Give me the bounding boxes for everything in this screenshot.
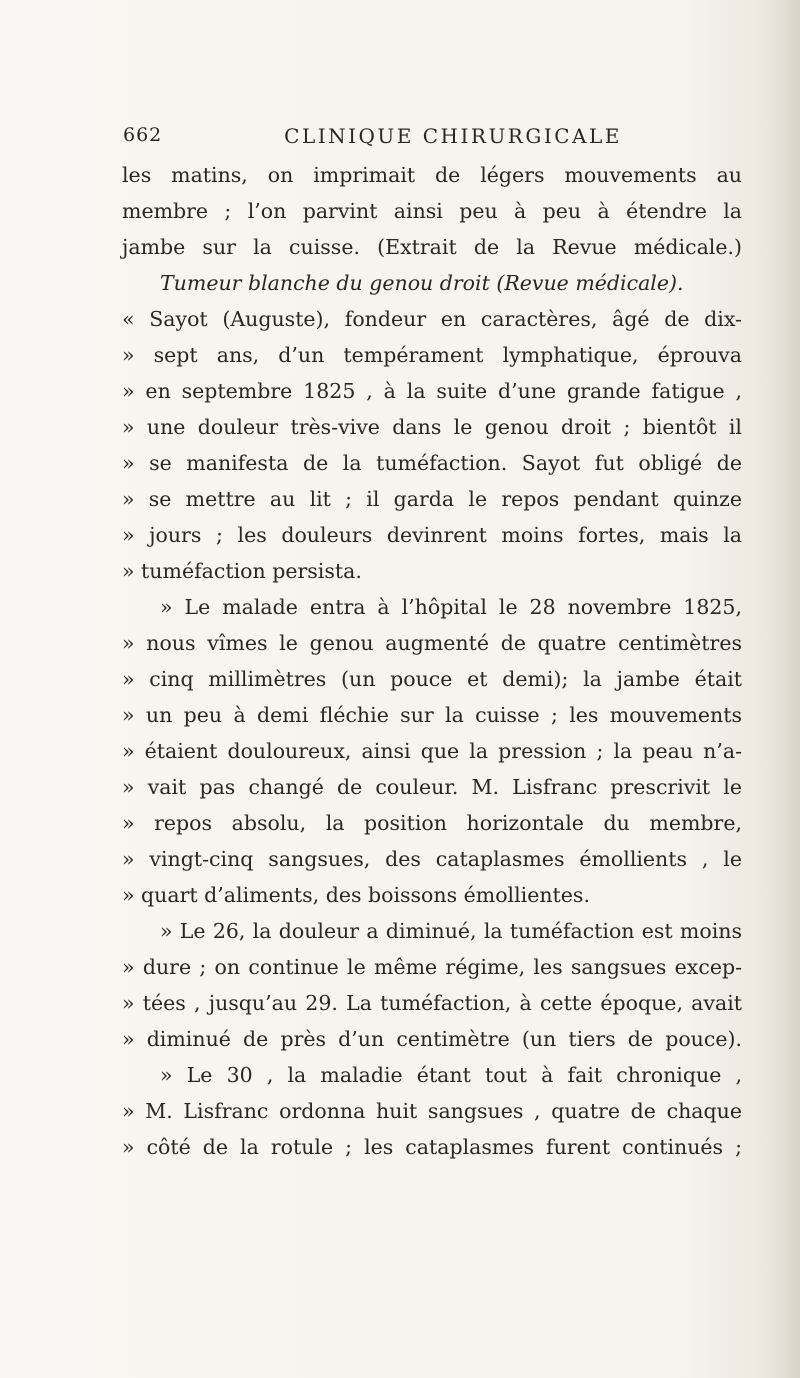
- text-line: jambe sur la cuisse. (Extrait de la Revue médicale.): [122, 235, 742, 259]
- body-text: [122, 157, 742, 1165]
- text-line: » se manifesta de la tuméfaction. Sayot fut obligé de: [122, 451, 742, 475]
- text-line: » M. Lisfranc ordonna huit sangsues , quatre de chaque: [122, 1099, 742, 1123]
- text-line: » Le 26, la douleur a diminué, la tuméfaction est moins: [160, 919, 742, 943]
- text-line: les matins, on imprimait de légers mouvements au: [122, 163, 742, 187]
- page-header: [123, 124, 743, 154]
- text-line: » une douleur très-vive dans le genou droit ; bientôt il: [122, 415, 742, 439]
- text-line: » jours ; les douleurs devinrent moins fortes, mais la: [122, 523, 742, 547]
- text-line: » cinq millimètres (un pouce et demi); la jambe était: [122, 667, 742, 691]
- text-line: » quart d’aliments, des boissons émollientes.: [122, 883, 590, 907]
- text-line: » repos absolu, la position horizontale du membre,: [122, 811, 742, 835]
- text-line: » vait pas changé de couleur. M. Lisfranc prescrivit le: [122, 775, 742, 799]
- text-line: » étaient douloureux, ainsi que la pression ; la peau n’a-: [122, 739, 742, 763]
- text-line: » Le 30 , la maladie étant tout à fait chronique ,: [160, 1063, 742, 1087]
- text-line: » Le malade entra à l’hôpital le 28 novembre 1825,: [160, 595, 742, 619]
- text-line: » côté de la rotule ; les cataplasmes furent continués ;: [122, 1135, 742, 1159]
- text-line: » dure ; on continue le même régime, les sangsues excep-: [122, 955, 742, 979]
- text-line: » tées , jusqu’au 29. La tuméfaction, à cette époque, avait: [122, 991, 742, 1015]
- running-title: CLINIQUE CHIRURGICALE: [284, 124, 622, 148]
- text-line: » se mettre au lit ; il garda le repos pendant quinze: [122, 487, 742, 511]
- text-line: « Sayot (Auguste), fondeur en caractères, âgé de dix-: [122, 307, 742, 331]
- text-line: » diminué de près d’un centimètre (un tiers de pouce).: [122, 1027, 742, 1051]
- text-line: » nous vîmes le genou augmenté de quatre centimètres: [122, 631, 742, 655]
- section-heading: Tumeur blanche du genou droit (Revue médicale).: [160, 271, 684, 295]
- text-line: membre ; l’on parvint ainsi peu à peu à étendre la: [122, 199, 742, 223]
- text-line: » vingt-cinq sangsues, des cataplasmes émollients , le: [122, 847, 742, 871]
- text-line: » un peu à demi fléchie sur la cuisse ; les mouvements: [122, 703, 742, 727]
- text-line: » sept ans, d’un tempérament lymphatique, éprouva: [122, 343, 742, 367]
- text-line: » tuméfaction persista.: [122, 559, 362, 583]
- text-line: » en septembre 1825 , à la suite d’une grande fatigue ,: [122, 379, 742, 403]
- page-number: 662: [123, 124, 163, 146]
